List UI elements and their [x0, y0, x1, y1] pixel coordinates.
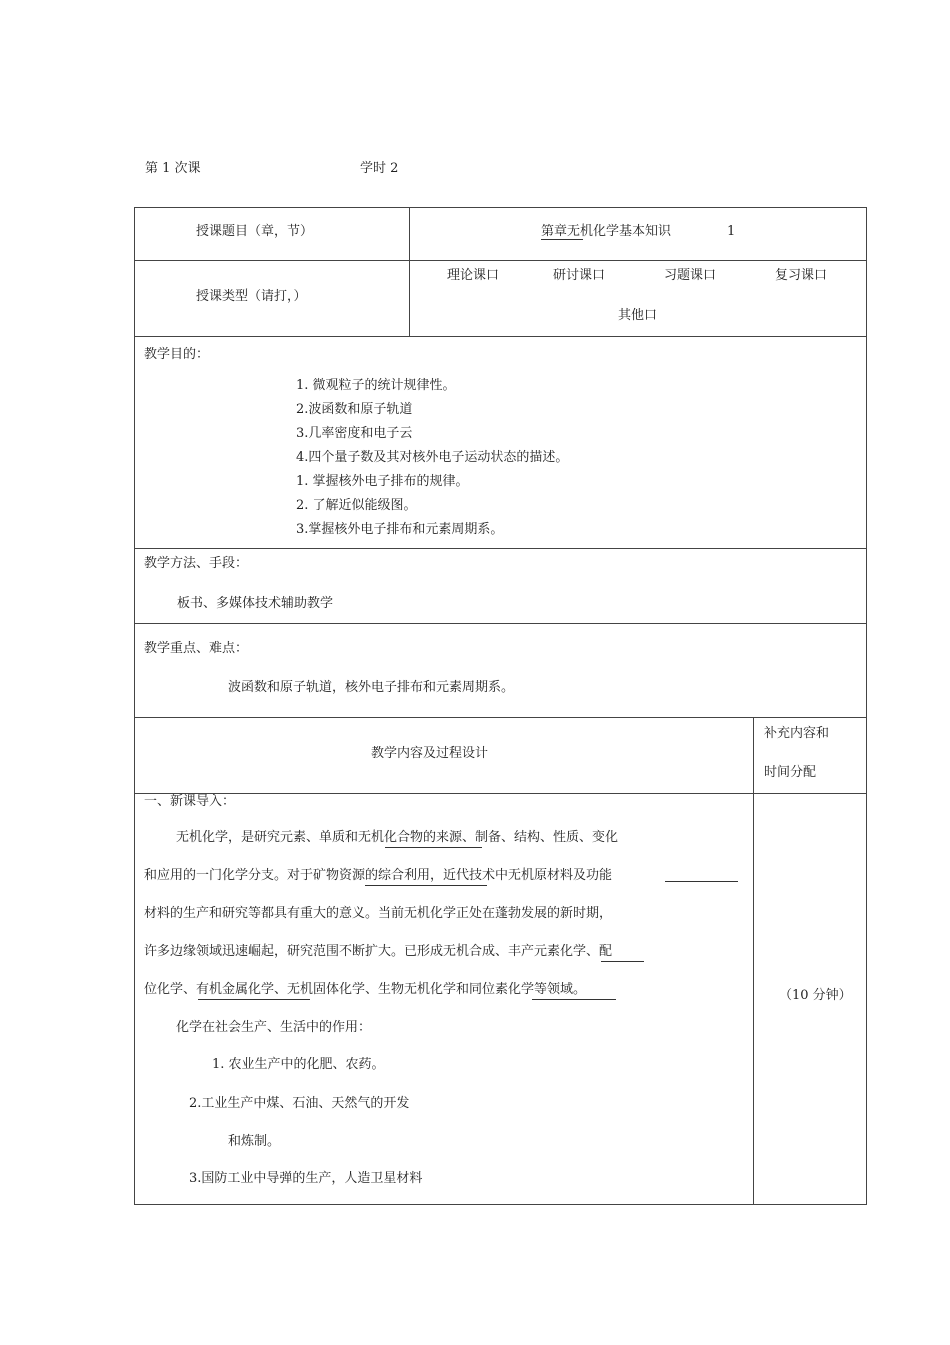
type-label: 授课类型（请打，） — [196, 289, 307, 304]
topic-value: 第章无机化学基本知识 — [541, 224, 672, 239]
objective-item: 3.掌握核外电子排布和元素周期系。 — [296, 522, 504, 537]
type-option-theory: 理论课口 — [447, 268, 500, 283]
type-option-review: 复习课口 — [775, 268, 828, 283]
side-header-line1: 补充内容和 — [764, 726, 830, 741]
paragraph-line: 位化学、有机金属化学、无机固体化学、生物无机化学和同位素化学等领域。 — [144, 982, 587, 997]
time-allocation: （10 分钟） — [779, 988, 852, 1003]
list-item-continuation: 和炼制。 — [228, 1134, 281, 1149]
key-points-value: 波函数和原子轨道，核外电子排布和元素周期系。 — [228, 680, 515, 695]
paragraph-line: 无机化学，是研究元素、单质和无机化合物的来源、制备、结构、性质、变化 — [176, 830, 619, 845]
objective-item: 2. 了解近似能级图。 — [296, 498, 417, 513]
objective-item: 1. 掌握核外电子排布的规律。 — [296, 474, 469, 489]
objective-item: 1. 微观粒子的统计规律性。 — [296, 378, 456, 393]
topic-label: 授课题目（章，节） — [196, 224, 314, 239]
content-title: 教学内容及过程设计 — [371, 746, 489, 761]
side-header-line2: 时间分配 — [764, 765, 817, 780]
lesson-number: 第 1 次课 — [145, 161, 201, 176]
paragraph-line: 材料的生产和研究等都具有重大的意义。当前无机化学正处在蓬勃发展的新时期， — [144, 906, 613, 921]
section-heading: 一、新课导入： — [144, 794, 236, 809]
type-option-seminar: 研讨课口 — [553, 268, 606, 283]
objective-item: 3.几率密度和电子云 — [296, 426, 413, 441]
type-option-exercise: 习题课口 — [664, 268, 717, 283]
class-hours: 学时 2 — [360, 161, 399, 176]
list-item: 1. 农业生产中的化肥、农药。 — [212, 1057, 385, 1072]
topic-number: 1 — [727, 224, 736, 239]
type-option-other: 其他口 — [618, 308, 658, 323]
objectives-label: 教学目的： — [144, 347, 210, 362]
methods-value: 板书、多媒体技术辅助教学 — [177, 596, 334, 611]
paragraph-line: 和应用的一门化学分支。对于矿物资源的综合利用，近代技术中无机原材料及功能 — [144, 868, 613, 883]
objective-item: 4.四个量子数及其对核外电子运动状态的描述。 — [296, 450, 569, 465]
list-item: 3.国防工业中导弹的生产，人造卫星材料 — [189, 1171, 423, 1186]
key-points-label: 教学重点、难点： — [144, 641, 249, 656]
list-item: 2.工业生产中煤、石油、天然气的开发 — [189, 1096, 410, 1111]
methods-label: 教学方法、手段： — [144, 556, 249, 571]
paragraph-line: 许多边缘领域迅速崛起，研究范围不断扩大。已形成无机合成、丰产元素化学、配 — [144, 944, 613, 959]
objective-item: 2.波函数和原子轨道 — [296, 402, 413, 417]
paragraph-line: 化学在社会生产、生活中的作用： — [176, 1020, 372, 1035]
